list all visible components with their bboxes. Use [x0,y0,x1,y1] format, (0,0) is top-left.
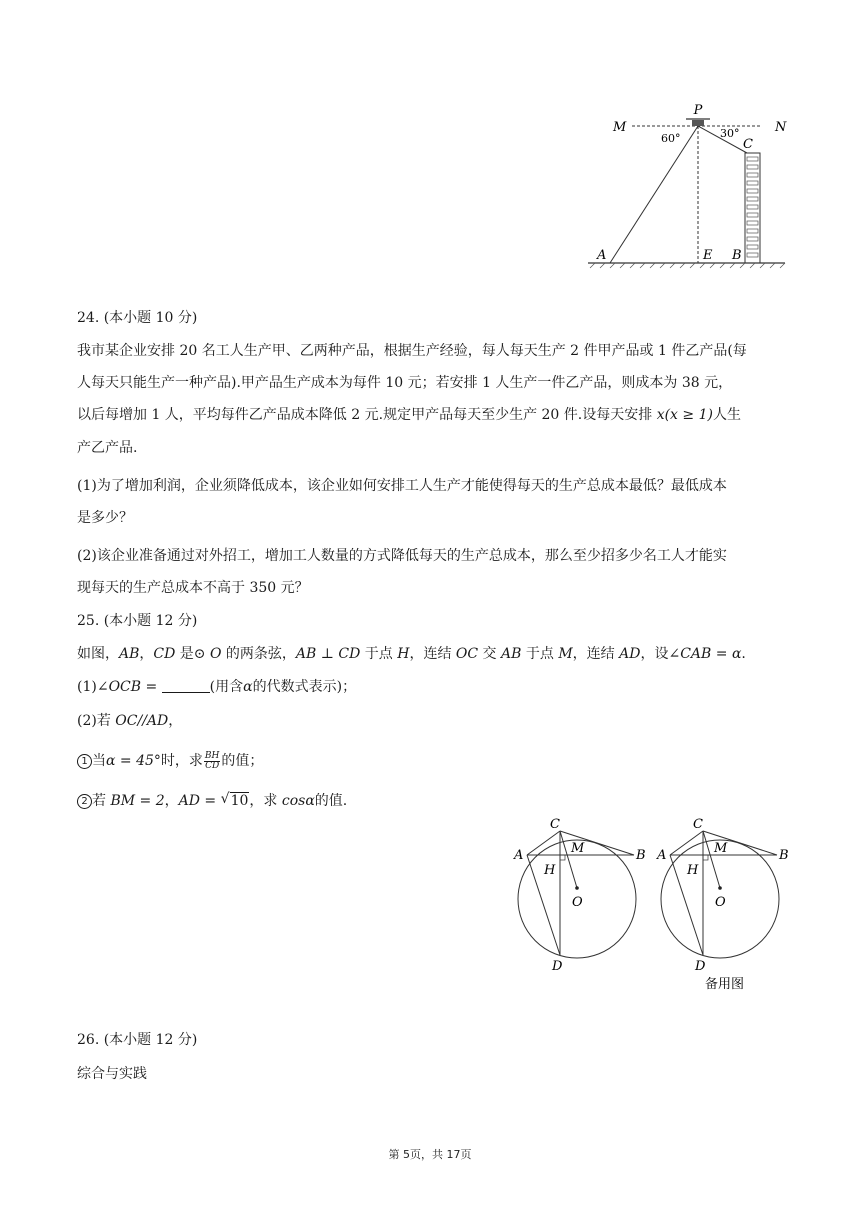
fig2-label-O: O [715,895,726,910]
q26-title: 综合与实践 [77,1066,147,1082]
q25-part2: (2)若 OC//AD， [77,713,183,729]
q24-header: 24. (本小题 10 分) [77,310,198,326]
q25-intro: 如图，AB，CD 是⊙ O 的两条弦，AB ⊥ CD 于点 H，连结 OC 交 AB 于点 M，连结 AD，设∠CAB = α. [77,646,746,662]
fig-label-M: M [571,841,585,856]
fig2-label-A: A [657,848,667,863]
q25-subpart2: 2 若 BM = 2，AD = √ 10，求 cosα的值. [77,791,347,811]
fraction-bh-cd: $\frac{BH}{CD}$ [204,750,220,771]
label-N: N [775,120,787,135]
angle-30-label: 30° [720,127,740,140]
circle-figures [505,812,795,1002]
fig2-label-B: B [779,848,789,863]
circle-figure-main [513,817,646,974]
q24-part2-line1: (2)该企业准备通过对外招工，增加工人数量的方式降低每天的生产总成本，那么至少招多少名工人才能实 [77,548,727,564]
drone-icon [686,119,710,126]
q24-text-line4: 产乙产品. [77,440,138,456]
fig-label-D: D [552,959,563,974]
sqrt-10: √ 10 [220,791,249,809]
q24-part1-line1: (1)为了增加利润，企业须降低成本，该企业如何安排工人生产才能使得每天的生产总成本最低？最低成本 [77,478,727,494]
angle-60-label: 60° [661,132,681,145]
answer-blank [162,678,210,693]
fig-label-B: B [636,848,646,863]
fig2-label-H: H [687,863,699,878]
fig-label-H: H [544,863,556,878]
fig-label-O: O [572,895,583,910]
label-C: C [743,137,753,152]
fig2-label-C: C [693,817,703,832]
q25-subpart1: 1 当α = 45°时，求 $\frac{BH}{CD}$ 的值； [77,751,263,771]
building [745,153,760,263]
drone-angle-figure [580,100,795,272]
q24-part2-line2: 现每天的生产总成本不高于 350 元？ [77,580,309,596]
fig-label-C: C [550,817,560,832]
q25-header: 25. (本小题 12 分) [77,613,198,629]
q24-text-line3: 以后每增加 1 人，平均每件乙产品成本降低 2 元.规定甲产品每天至少生产 20 件.设每天安排 x(x ≥ 1)人生 [77,407,741,423]
q24-text-line1: 我市某企业安排 20 名工人生产甲、乙两种产品，根据生产经验，每人每天生产 2 件甲产品或 1 件乙产品(每 [77,343,747,359]
fig2-label-D: D [695,959,706,974]
q26-header: 26. (本小题 12 分) [77,1032,198,1048]
fig-label-A: A [514,848,524,863]
label-E: E [703,248,713,263]
fig2-label-M: M [714,841,728,856]
label-M: M [613,120,627,135]
q24-part1-line2: 是多少？ [77,510,133,526]
ground [588,263,785,268]
q25-part1: (1)∠OCB = (用含α的代数式表示)； [77,679,357,695]
backup-figure-caption: 备用图 [705,977,745,992]
circle-figure-backup [656,817,789,992]
q24-text-line2: 人每天只能生产一种产品).甲产品生产成本为每件 10 元；若安排 1 人生产一件乙产品，则成本为 38 元， [77,375,733,391]
label-B: B [732,248,742,263]
circled-number-1: 1 [77,754,92,769]
label-P: P [693,103,703,118]
page-footer: 第 5页，共 17页 [388,1148,472,1161]
label-A: A [597,248,607,263]
circled-number-2: 2 [77,794,92,809]
